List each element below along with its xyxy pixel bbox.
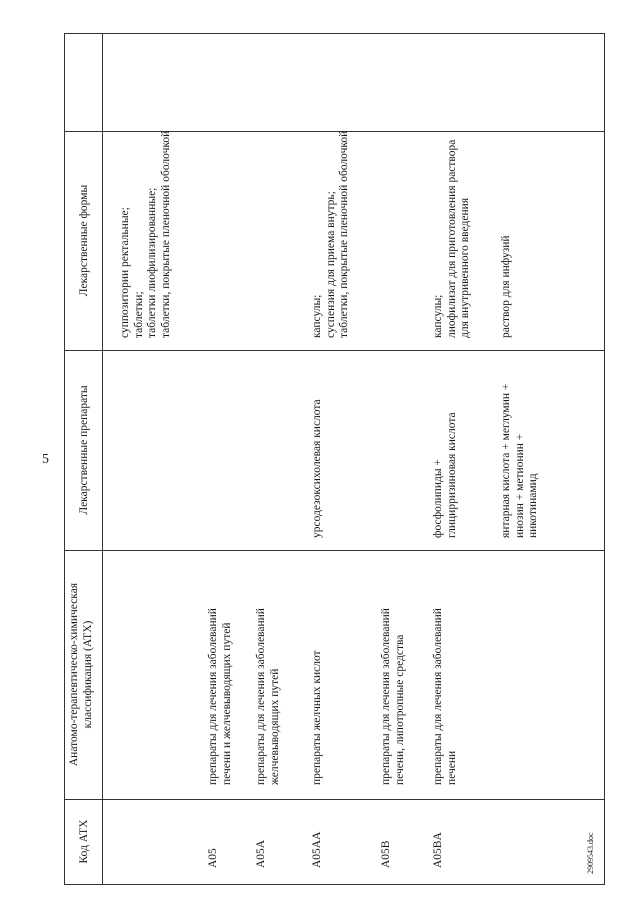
atc-code: A05 bbox=[207, 848, 219, 868]
header-classification: Анатомо-терапевтическо-химическая классификация (АТХ) bbox=[68, 582, 94, 767]
forms-line: таблетки лиофилизированные; bbox=[146, 187, 158, 338]
atc-code: A05AA bbox=[311, 831, 323, 868]
page-number: 5 bbox=[42, 452, 49, 467]
table-border-top bbox=[64, 33, 605, 34]
preparations-line: янтарная кислота + меглумин + bbox=[500, 383, 512, 538]
header-preparations: Лекарственные препараты bbox=[78, 385, 90, 515]
classification-line: печени, липотропные средства bbox=[393, 634, 406, 785]
column-divider-classification bbox=[64, 550, 605, 551]
forms-line: для внутривенного введения bbox=[459, 197, 471, 338]
column-divider-forms bbox=[64, 131, 605, 132]
classification-line: желчевыводящих путей bbox=[268, 668, 281, 785]
header-code: Код АТХ bbox=[78, 819, 90, 864]
document-id: 2909543.doc bbox=[586, 832, 595, 874]
table-border-left bbox=[64, 33, 65, 885]
column-divider-code bbox=[64, 799, 605, 800]
atc-code: A05BA bbox=[432, 832, 444, 868]
column-divider-preparations bbox=[64, 350, 605, 351]
classification-line: препараты для лечения заболеваний bbox=[380, 608, 392, 785]
preparations-line: фосфолипиды + bbox=[432, 459, 444, 538]
classification-line: печени bbox=[445, 750, 458, 785]
forms-line: таблетки, покрытые пленочной оболочкой bbox=[159, 130, 172, 338]
atc-code: A05B bbox=[380, 840, 392, 868]
forms-line: суспензия для приема внутрь; bbox=[324, 191, 337, 338]
forms-line: суппозитории ректальные; bbox=[119, 207, 131, 338]
classification-line: препараты для лечения заболеваний bbox=[207, 608, 219, 785]
preparations-line: инозин + метионин + bbox=[513, 433, 526, 538]
forms-line: раствор для инфузий bbox=[500, 235, 512, 338]
forms-line: лиофилизат для приготовления раствора bbox=[445, 139, 458, 338]
table-border-bottom bbox=[64, 884, 605, 885]
header-forms: Лекарственные формы bbox=[78, 184, 90, 297]
forms-line: капсулы; bbox=[311, 294, 323, 338]
forms-line: капсулы; bbox=[432, 294, 444, 338]
classification-line: препараты для лечения заболеваний bbox=[255, 608, 267, 785]
table-border-right bbox=[604, 33, 605, 885]
forms-line: таблетки, покрытые пленочной оболочкой bbox=[338, 130, 350, 338]
preparations-line: глицирризиновая кислота bbox=[445, 412, 458, 538]
preparations-line: никотинамид bbox=[527, 473, 539, 538]
forms-line: таблетки; bbox=[132, 291, 145, 338]
classification-line: препараты желчных кислот bbox=[311, 650, 323, 785]
preparations-line: урсодезоксихолевая кислота bbox=[311, 399, 323, 538]
atc-code: A05A bbox=[255, 839, 267, 868]
classification-line: препараты для лечения заболеваний bbox=[432, 608, 444, 785]
atc-table bbox=[64, 33, 605, 885]
classification-line: печени и желчевыводящих путей bbox=[220, 622, 233, 785]
header-row-divider bbox=[102, 33, 103, 885]
